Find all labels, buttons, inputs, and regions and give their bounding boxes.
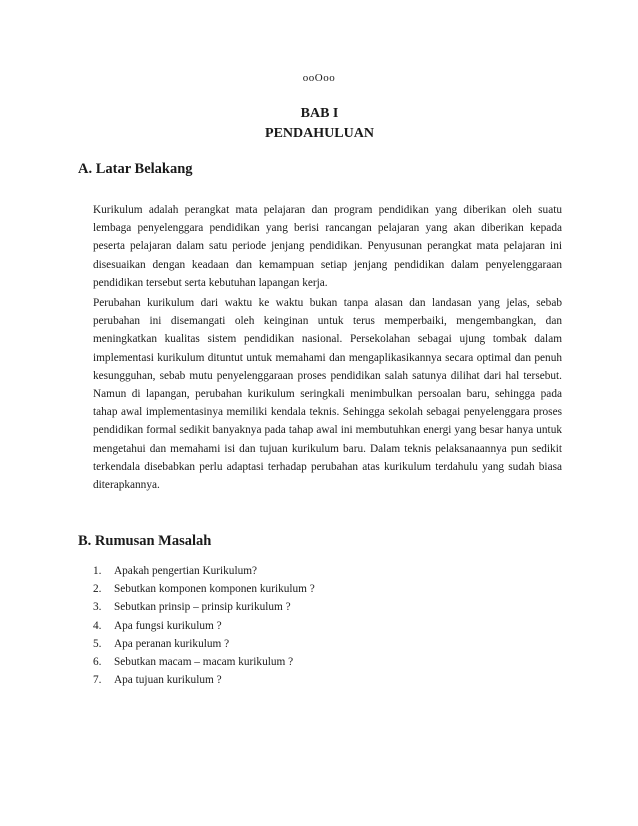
- list-item: [93, 580, 315, 598]
- list-item-text: Sebutkan komponen komponen kurikulum ?: [114, 583, 315, 596]
- list-item-text: Sebutkan macam – macam kurikulum ?: [114, 656, 294, 669]
- list-item: [93, 617, 315, 635]
- list-item-number: 1.: [93, 565, 102, 577]
- paragraph-1: Kurikulum adalah perangkat mata pelajaran dan program pendidikan yang diberikan oleh suatu lembaga penyelenggara pendidikan yang berisi rancangan pelajaran yang akan diberikan kepada peserta pelajaran dalam satu periode jenjang pendidikan. Penyusunan perangkat mata pelajaran ini disesuaikan dengan keadaan dan kemampuan setiap jenjang pendidikan dalam penyelenggaraan pendidikan tersebut serta kebutuhan lapangan kerja.: [93, 204, 562, 289]
- ornament-divider: ooOoo: [302, 72, 336, 84]
- list-item-text: Apa peranan kurikulum ?: [114, 637, 230, 650]
- section-b-heading: B. Rumusan Masalah: [78, 533, 212, 549]
- list-item-number: 5.: [93, 637, 102, 650]
- list-item-text: Apa fungsi kurikulum ?: [114, 619, 222, 632]
- list-item-text: Apa tujuan kurikulum ?: [114, 674, 222, 687]
- list-item: [93, 635, 315, 653]
- list-item-number: 6.: [93, 656, 102, 669]
- list-item: [93, 562, 315, 580]
- list-item-number: 3.: [93, 601, 102, 614]
- chapter-title: PENDAHULUAN: [265, 126, 374, 141]
- chapter-number: BAB I: [300, 106, 339, 121]
- problem-list: [93, 562, 315, 689]
- list-item-text: Apakah pengertian Kurikulum?: [114, 565, 258, 577]
- paragraph-2: Perubahan kurikulum dari waktu ke waktu bukan tanpa alasan dan landasan yang jelas, sebab perubahan ini disemangati oleh keinginan untuk terus memperbaiki, mengembangkan, dan meningkatkan kualitas sistem pendidikan nasional. Persekolahan sebagai ujung tombak dalam implementasi kurikulum dituntut untuk memahami dan mengaplikasikannya secara optimal dan penuh kesungguhan, sebab mutu penyelenggaraan proses pendidikan salah satunya dilihat dari hal tersebut. Namun di lapangan, perubahan kurikulum seringkali menimbulkan persoalan baru, sehingga pada tahap awal implementasinya memiliki kendala teknis. Sehingga sekolah sebagai penyelenggara proses pendidikan formal sedikit banyaknya pada tahap awal ini membutuhkan energi yang besar hanya untuk mengetahui dan memahami isi dan tujuan kurikulum baru. Dalam teknis pelaksanaannya pun sedikit terkendala disebabkan perlu adaptasi terhadap perubahan atas kurikulum terdahulu yang sudah biasa diterapkannya.: [93, 297, 562, 492]
- list-item: [93, 653, 315, 671]
- list-item: [93, 671, 315, 689]
- list-item: [93, 598, 315, 616]
- section-a-heading: A. Latar Belakang: [78, 161, 193, 177]
- list-item-text: Sebutkan prinsip – prinsip kurikulum ?: [114, 601, 291, 614]
- list-item-number: 4.: [93, 619, 102, 632]
- list-item-number: 7.: [93, 674, 102, 687]
- chapter-heading: [0, 104, 638, 144]
- list-item-number: 2.: [93, 583, 102, 596]
